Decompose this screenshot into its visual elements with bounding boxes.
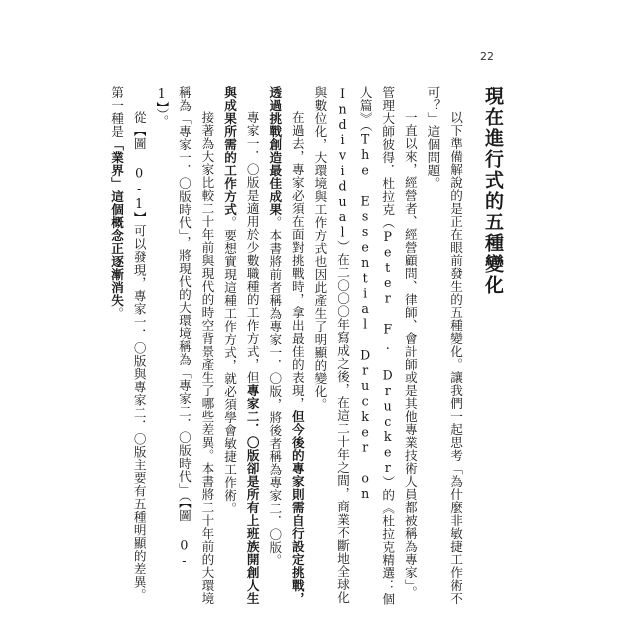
paragraph: [127, 86, 150, 606]
body-text: 專家一．〇版是適用於少數職種的工作方式，但: [244, 111, 260, 385]
section-heading: 現在進行式的五種變化: [482, 86, 504, 296]
paragraph: [308, 86, 421, 606]
body-text: 。要想實現這種工作方式，就必須學會敏捷工作術。: [222, 216, 238, 515]
bold-text: 「業界」這個概念正逐漸消失: [109, 138, 125, 307]
body-text: 以下準備解說的是正在眼前發生的五種變化。讓我們一起思考「為什麼非敏捷工作術不可？」這個問題。: [425, 86, 463, 606]
page-number: 22: [480, 50, 494, 63]
paragraph: [105, 86, 128, 606]
body-text: 從【圖 0-1】可以發現，專家一．〇版與專家二．〇版主要有五種明顯的差異。: [131, 111, 147, 602]
vertical-text-block: [109, 86, 510, 606]
body-text: 第一種是: [109, 86, 125, 138]
body-text: 在過去，專家必須在面對挑戰時，拿出最佳的表現，: [289, 111, 305, 411]
bold-text: 但今後的專家則需自行設定挑戰，透過挑戰創造最佳成果: [267, 86, 305, 606]
bold-text: 專家二．〇版卻是所有上班族開創人生與成果所需的工作方式: [222, 86, 260, 606]
body-text: 。本書將前者稱為專家一．〇版，將後者稱為專家二．〇版。: [267, 216, 283, 567]
paragraph: [217, 86, 262, 606]
body-paragraphs: [105, 86, 467, 606]
body-text: 。: [109, 307, 125, 320]
body-text: 一直以來，經營者、經營顧問、律師、會計師或是其他專業技術人員都被稱為專家」。管理大師彼得．杜拉克（Peter F. Drucker）的《杜拉克精選：個人篇》（The Essential Drucker on Individual）在二〇〇〇年寫成之後，在這二十年之間，商業不斷地全球化與數位化，大環境與工作方式也因此產生了明顯的變化。: [312, 86, 418, 606]
paragraph: [150, 86, 218, 606]
body-text: 接著為大家比較二十年前與現代的時空背景產生了哪些差異。本書將二十年前的大環境稱為「專家一．〇版時代」，將現代的大環境稱為「專家二．〇版時代」（【圖 0-1】）。: [154, 86, 215, 606]
paragraph: [421, 86, 466, 606]
paragraph: [263, 86, 308, 606]
